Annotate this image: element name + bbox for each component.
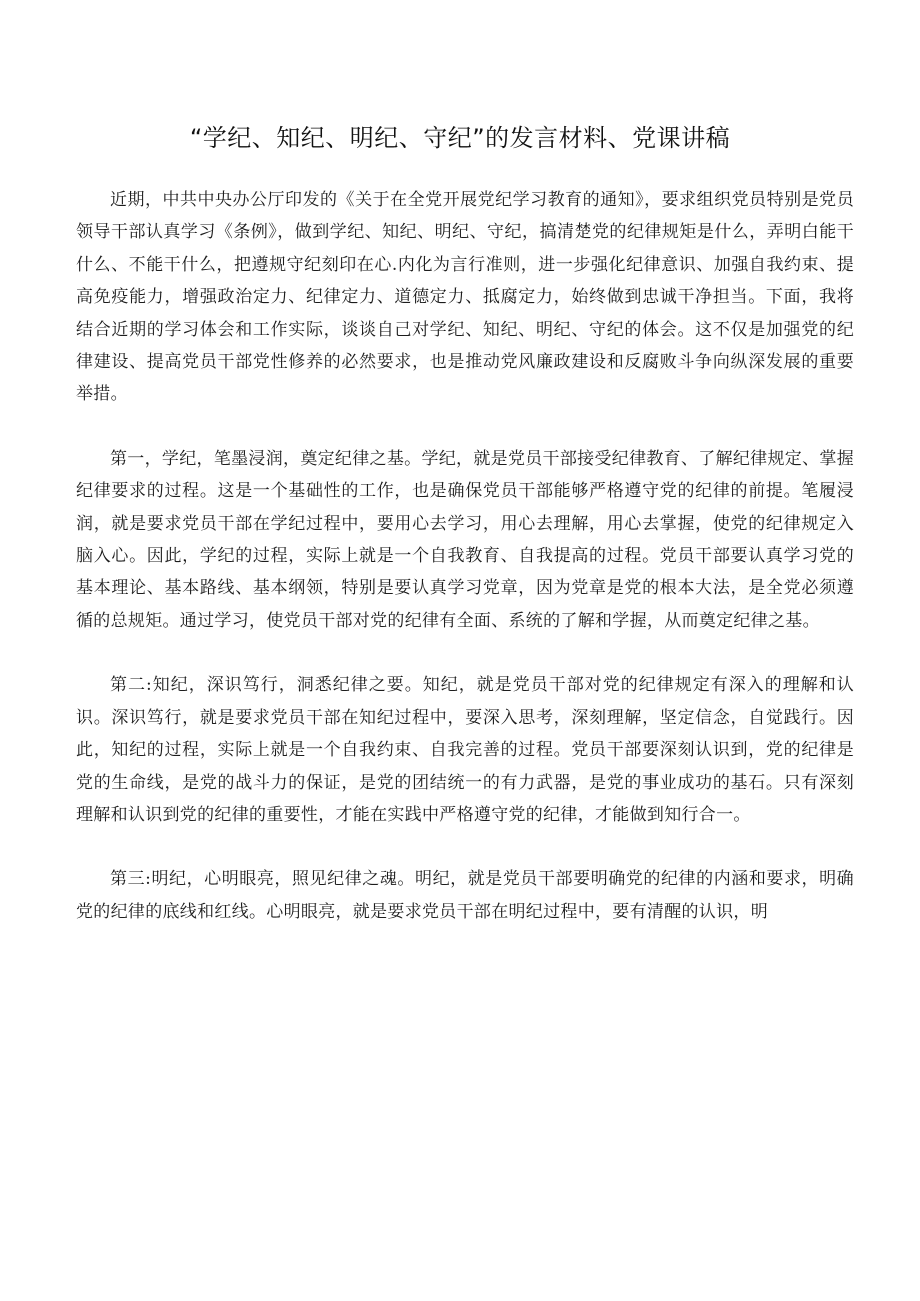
paragraph-xueji: 第一，学纪，笔墨浸润，奠定纪律之基。学纪，就是党员干部接受纪律教育、了解纪律规定、掌握纪律要求的过程。这是一个基础性的工作，也是确保党员干部能够严格遵守党的纪律的前提。笔履浸润，就是要求党员干部在学纪过程中，要用心去学习，用心去理解，用心去掌握，使党的纪律规定入脑入心。因此，学纪的过程，实际上就是一个自我教育、自我提高的过程。党员干部要认真学习党的基本理论、基本路线、基本纲领，特别是要认真学习党章，因为党章是党的根本大法，是全党必须遵循的总规矩。通过学习，使党员干部对党的纪律有全面、系统的了解和学握，从而奠定纪律之基。 <box>76 448 854 631</box>
paragraph-intro: 近期，中共中央办公厅印发的《关于在全党开展党纪学习教育的通知》，要求组织党员特别是党员领导干部认真学习《条例》，做到学纪、知纪、明纪、守纪，搞清楚党的纪律规矩是什么，弄明白能干什么、不能干什么，把遵规守纪刻印在心.内化为言行准则，进一步强化纪律意识、加强自我约束、提高免疫能力，增强政治定力、纪律定力、道德定力、抵腐定力，始终做到忠诚干净担当。下面，我将结合近期的学习体会和工作实际，谈谈自己对学纪、知纪、明纪、守纪的体会。这不仅是加强党的纪律建设、提高党员干部党性修养的必然要求，也是推动党风廉政建设和反腐败斗争向纵深发展的重要举措。 <box>76 190 854 405</box>
paragraph-mingji: 第三:明纪，心明眼亮，照见纪律之魂。明纪，就是党员干部要明确党的纪律的内涵和要求，明确党的纪律的底线和红线。心明眼亮，就是要求党员干部在明纪过程中，要有清醒的认识，明 <box>76 869 854 922</box>
paragraph-zhiji: 第二:知纪，深识笃行，洞悉纪律之要。知纪，就是党员干部对党的纪律规定有深入的理解和认识。深识笃行，就是要求党员干部在知纪过程中，要深入思考，深刻理解，坚定信念，自觉践行。因此，知纪的过程，实际上就是一个自我约束、自我完善的过程。党员干部要深刻认识到，党的纪律是党的生命线，是党的战斗力的保证，是党的团结统一的有力武器，是党的事业成功的基石。只有深刻理解和认识到党的纪律的重要性，才能在实践中严格遵守党的纪律，才能做到知行合一。 <box>76 675 854 825</box>
document-title: “学纪、知纪、明纪、守纪”的发言材料、党课讲稿 <box>189 124 731 152</box>
document-body <box>76 184 854 960</box>
